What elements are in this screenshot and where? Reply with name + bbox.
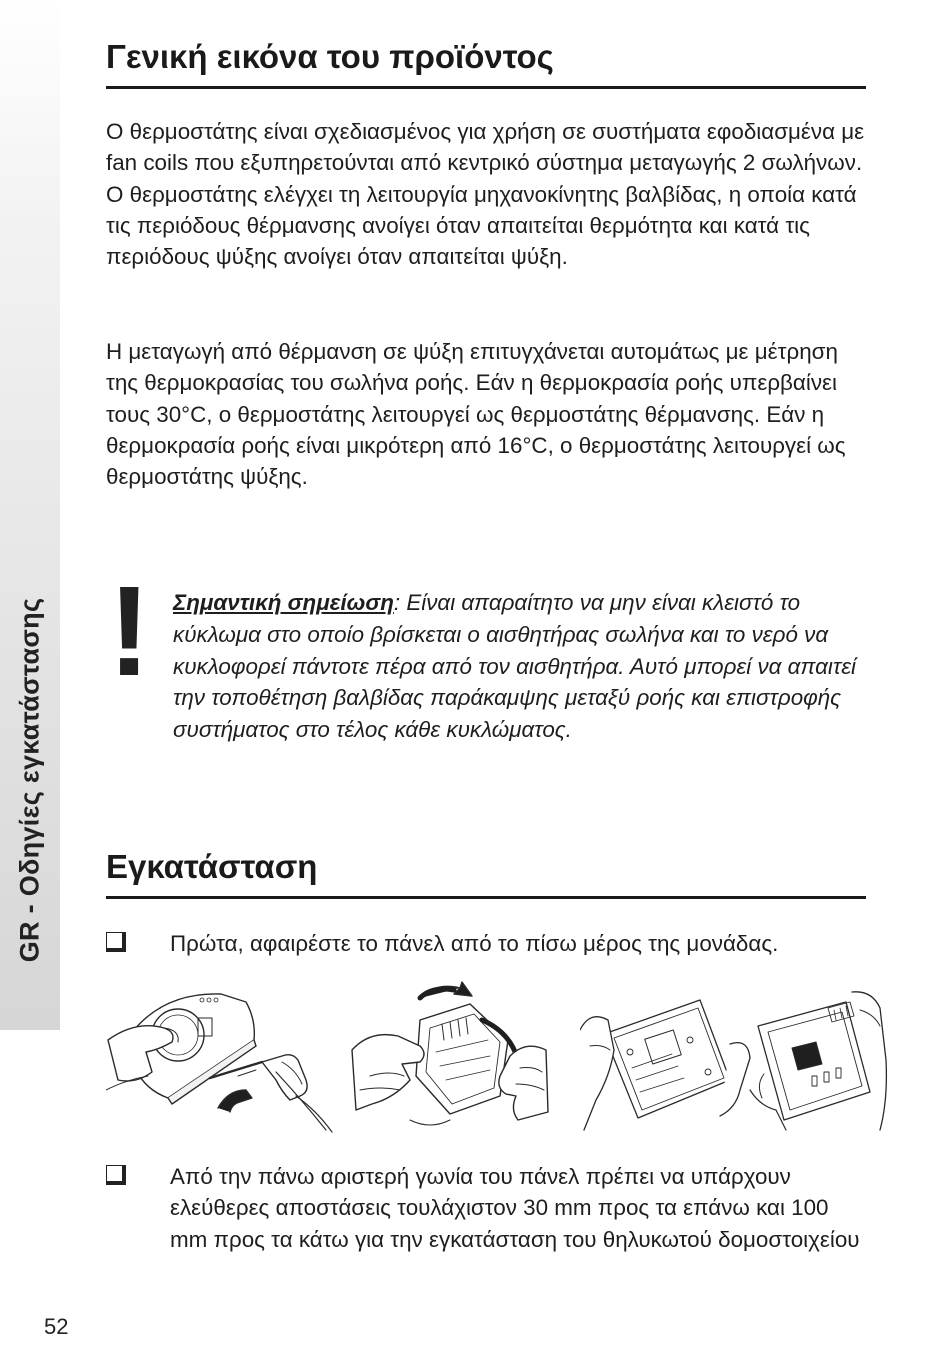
page-number: 52 xyxy=(44,1314,69,1339)
remove-panel-hands-illustration xyxy=(350,980,550,1145)
exclamation-icon: ! xyxy=(108,560,151,703)
step-text: Πρώτα, αφαιρέστε το πάνελ από το πίσω μέρος της μονάδας. xyxy=(170,931,779,956)
important-note xyxy=(173,587,873,746)
side-tab-label: GR - Οδηγίες εγκατάστασης xyxy=(14,597,45,963)
installation-heading: Εγκατάσταση xyxy=(106,848,866,899)
overview-heading: Γενική εικόνα του προϊόντος xyxy=(106,38,866,89)
checkbox-bullet-icon xyxy=(106,1165,126,1185)
checkbox-bullet-icon xyxy=(106,932,126,952)
note-text: : Είναι απαραίτητο να μην είναι κλειστό το κύκλωμα στο οποίο βρίσκεται ο αισθητήρας σωλήνα και το νερό να κυκλοφορεί πάντοτε πέρα από τον αισθητήρα. Αυτό μπορεί να απαιτεί την τοποθέτηση βαλβίδας παράκαμψης μεταξύ ροής και επιστροφής συστήματος στο τέλος κάθε κυκλώματος. xyxy=(173,590,857,743)
side-tab xyxy=(0,0,60,1030)
remove-panel-screwdriver-illustration xyxy=(106,980,338,1145)
step-text: Από την πάνω αριστερή γωνία του πάνελ πρέπει να υπάρχουν ελεύθερες αποστάσεις τουλάχιστον 30 mm προς τα επάνω και 100 mm προς τα κάτω για την εγκατάσταση του θηλυκωτού δομοστοιχείου xyxy=(170,1164,860,1252)
separated-panel-illustration xyxy=(580,980,890,1145)
overview-paragraph-2: Η μεταγωγή από θέρμανση σε ψύξη επιτυγχάνεται αυτομάτως με μέτρηση της θερμοκρασίας του σωλήνα ροής. Εάν η θερμοκρασία ροής υπερβαίνει τους 30°C, ο θερμοστάτης λειτουργεί ως θερμοστάτης θέρμανσης. Εάν η θερμοκρασία ροής είναι μικρότερη από 16°C, ο θερμοστάτης λειτουργεί ως θερμοστάτης ψύξης. xyxy=(106,339,846,490)
overview-paragraph-1: Ο θερμοστάτης είναι σχεδιασμένος για χρήση σε συστήματα εφοδιασμένα με fan coils που εξυπηρετούνται από κεντρικό σύστημα μεταγωγής 2 σωλήνων. Ο θερμοστάτης ελέγχει τη λειτουργία μηχανοκίνητης βαλβίδας, η οποία κατά τις περιόδους θέρμανσης ανοίγει όταν απαιτείται θερμότητα και κατά τις περιόδους ψύξης ανοίγει όταν απαιτείται ψύξη. xyxy=(106,119,865,270)
note-label: Σημαντική σημείωση xyxy=(173,590,394,615)
